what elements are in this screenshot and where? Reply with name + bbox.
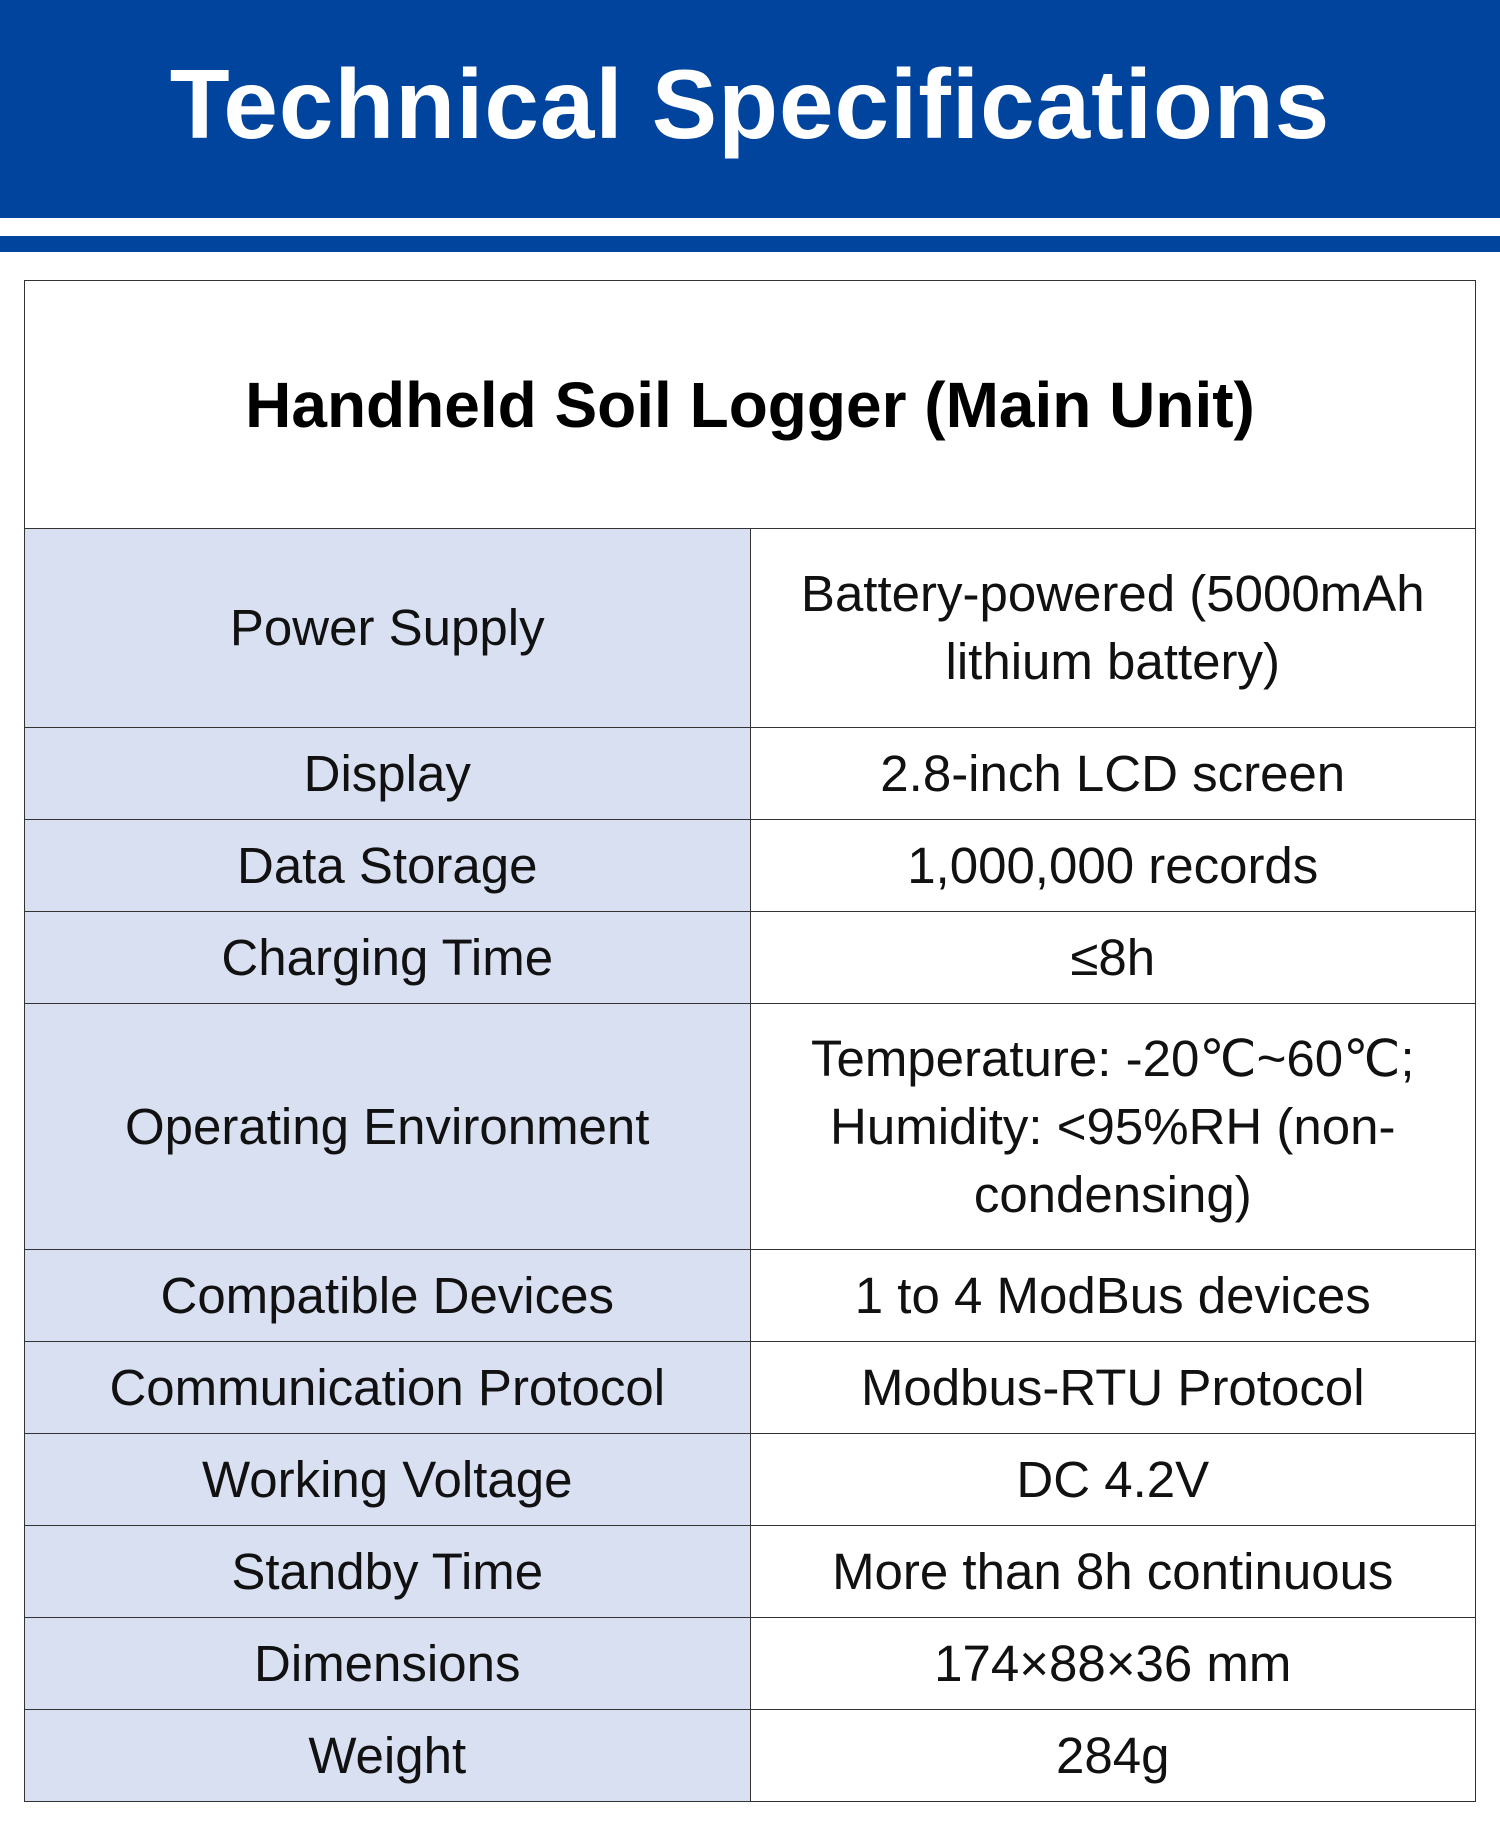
table-title-row xyxy=(25,281,1476,529)
header-divider-stripe xyxy=(0,236,1500,252)
spec-value-operating-environment: Temperature: -20℃~60℃; Humidity: <95%RH (non-condensing) xyxy=(750,1004,1476,1250)
spec-value-working-voltage: DC 4.2V xyxy=(750,1434,1476,1526)
header-banner xyxy=(0,0,1500,218)
spec-label-compatible-devices: Compatible Devices xyxy=(25,1250,751,1342)
table-row xyxy=(25,1434,1476,1526)
table-row xyxy=(25,1618,1476,1710)
spec-label-display: Display xyxy=(25,728,751,820)
table-row xyxy=(25,1342,1476,1434)
table-row xyxy=(25,820,1476,912)
spec-value-dimensions: 174×88×36 mm xyxy=(750,1618,1476,1710)
table-title: Handheld Soil Logger (Main Unit) xyxy=(25,281,1476,529)
spec-label-weight: Weight xyxy=(25,1710,751,1802)
table-row xyxy=(25,1250,1476,1342)
table-row xyxy=(25,728,1476,820)
table-row xyxy=(25,529,1476,728)
spec-label-standby-time: Standby Time xyxy=(25,1526,751,1618)
spec-label-data-storage: Data Storage xyxy=(25,820,751,912)
spec-value-data-storage: 1,000,000 records xyxy=(750,820,1476,912)
spec-value-power-supply: Battery-powered (5000mAh lithium battery) xyxy=(750,529,1476,728)
spec-label-communication-protocol: Communication Protocol xyxy=(25,1342,751,1434)
page-title: Technical Specifications xyxy=(169,48,1331,159)
spec-label-working-voltage: Working Voltage xyxy=(25,1434,751,1526)
spec-value-display: 2.8-inch LCD screen xyxy=(750,728,1476,820)
spec-table xyxy=(24,280,1476,1802)
table-row xyxy=(25,1004,1476,1250)
spec-label-power-supply: Power Supply xyxy=(25,529,751,728)
spec-value-compatible-devices: 1 to 4 ModBus devices xyxy=(750,1250,1476,1342)
table-row xyxy=(25,912,1476,1004)
spec-label-operating-environment: Operating Environment xyxy=(25,1004,751,1250)
spec-label-dimensions: Dimensions xyxy=(25,1618,751,1710)
spec-value-weight: 284g xyxy=(750,1710,1476,1802)
spec-label-charging-time: Charging Time xyxy=(25,912,751,1004)
spec-value-communication-protocol: Modbus-RTU Protocol xyxy=(750,1342,1476,1434)
table-row xyxy=(25,1710,1476,1802)
spec-value-standby-time: More than 8h continuous xyxy=(750,1526,1476,1618)
table-row xyxy=(25,1526,1476,1618)
spec-value-charging-time: ≤8h xyxy=(750,912,1476,1004)
